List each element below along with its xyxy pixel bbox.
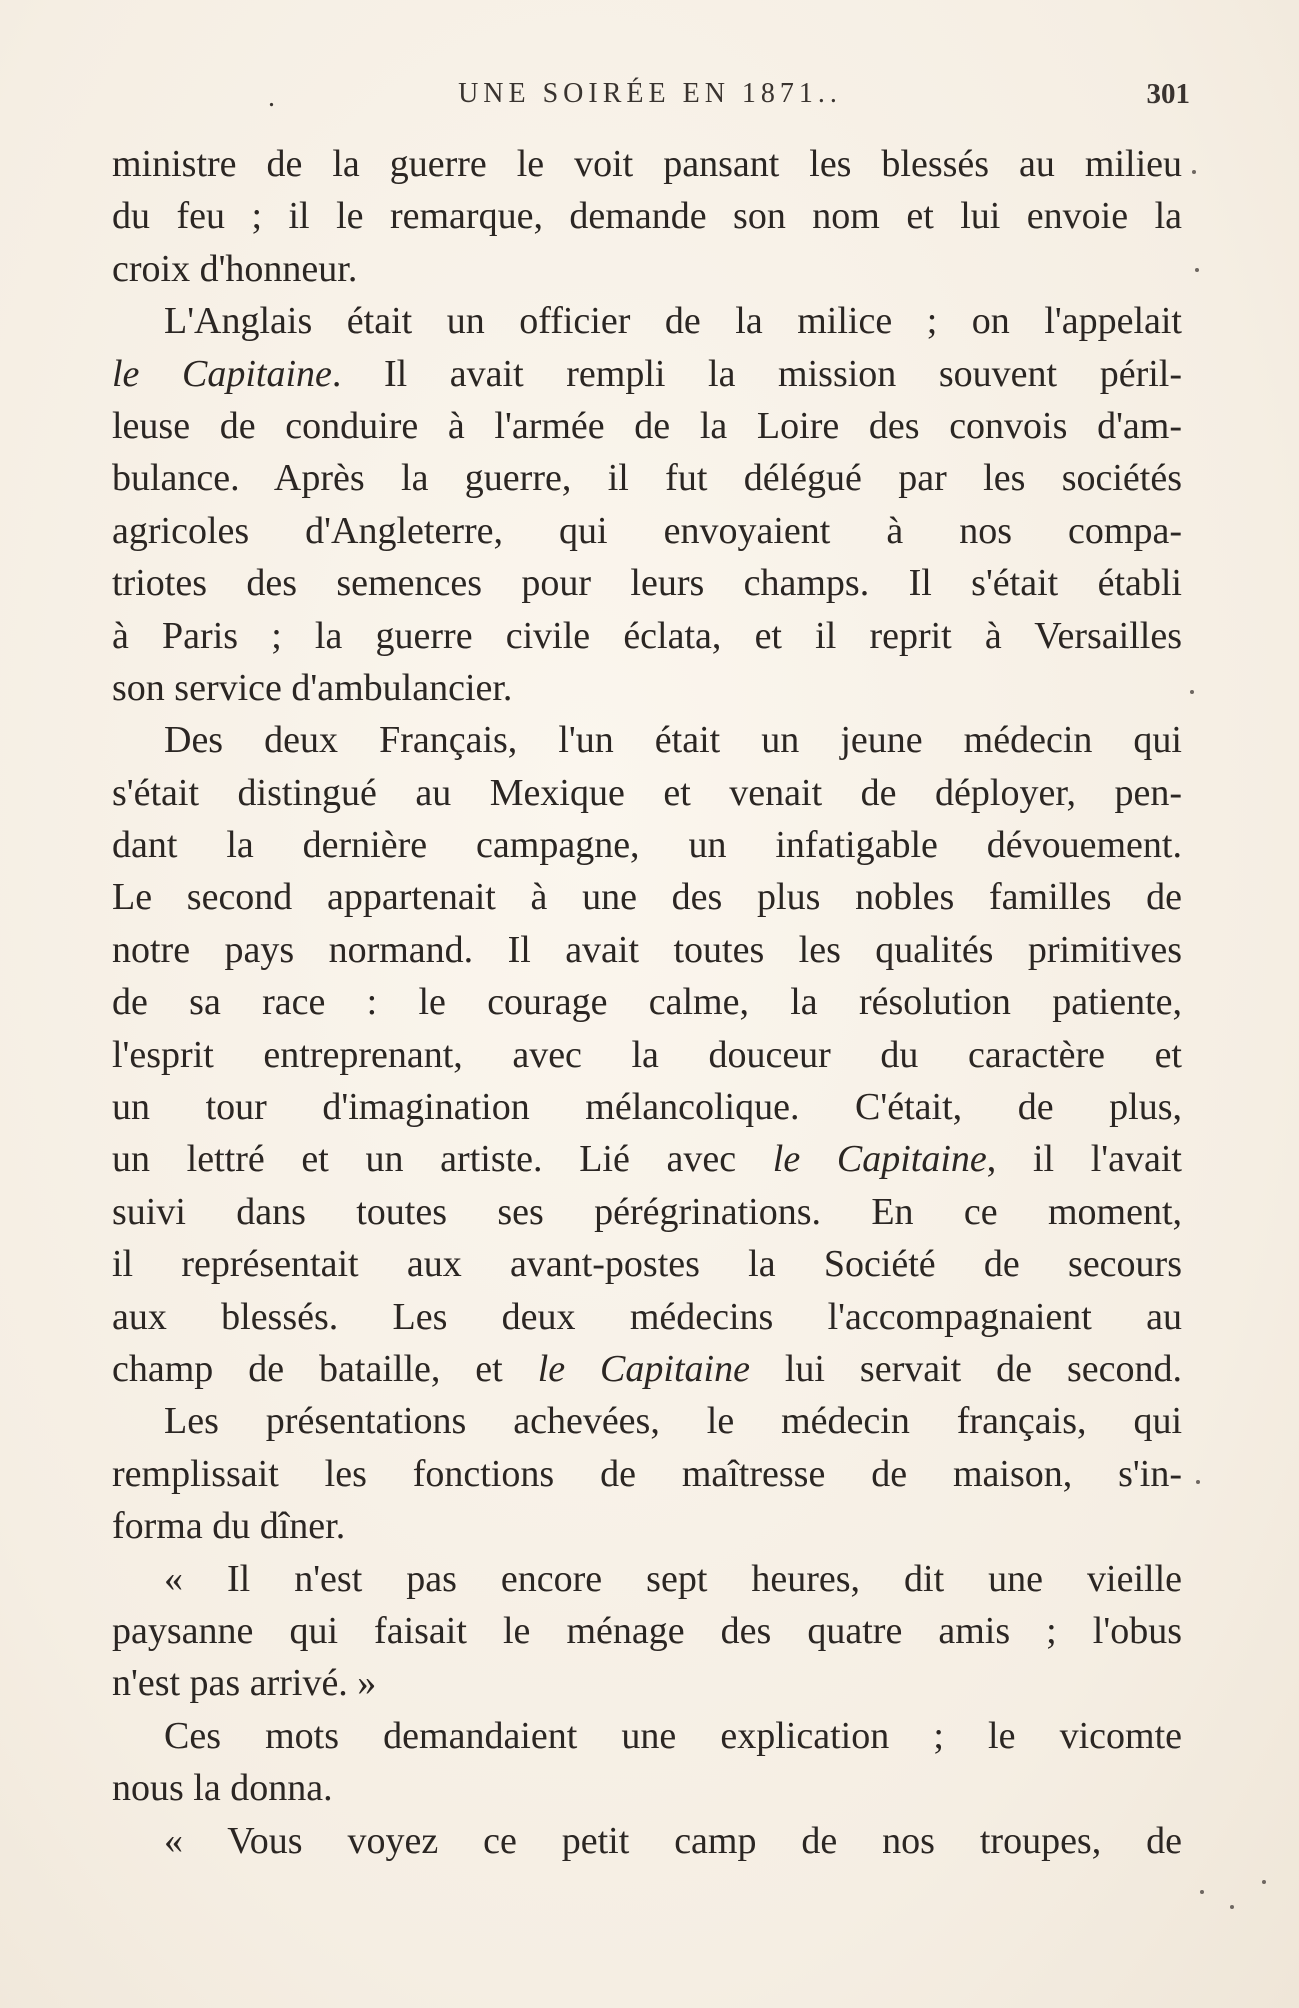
paper-speck xyxy=(1195,268,1199,272)
text-line: du feu ; il le remarque, demande son nom et lui envoie la xyxy=(112,195,1182,238)
header-dot: . xyxy=(268,82,275,113)
text-line-with-italic: champ de bataille, et le Capitaine lui servait de second. xyxy=(112,1347,1182,1390)
paper-speck xyxy=(1190,690,1194,694)
paper-speck xyxy=(1196,1480,1200,1484)
italic-phrase: le Capitaine xyxy=(772,1138,987,1181)
paragraph-start-line: L'Anglais était un officier de la milice ; on l'appelait xyxy=(164,300,1182,343)
text-line: notre pays normand. Il avait toutes les qualités primitives xyxy=(112,928,1182,971)
paragraph-start-line: Les présentations achevées, le médecin français, qui xyxy=(164,1400,1182,1443)
paragraph-start-line: « Vous voyez ce petit camp de nos troupes, de xyxy=(164,1819,1182,1862)
text-line: un tour d'imagination mélancolique. C'était, de plus, xyxy=(112,1086,1182,1129)
text-line: s'était distingué au Mexique et venait de déployer, pen- xyxy=(112,771,1182,814)
italic-phrase: le Capitaine xyxy=(537,1347,750,1390)
paper-speck xyxy=(1192,170,1196,174)
text-line: forma du dîner. xyxy=(112,1505,346,1548)
text-line: n'est pas arrivé. » xyxy=(112,1662,377,1705)
text-line: il représentait aux avant-postes la Société de secours xyxy=(112,1243,1182,1286)
text-line: aux blessés. Les deux médecins l'accompagnaient au xyxy=(112,1295,1182,1338)
text-line: de sa race : le courage calme, la résolution patiente, xyxy=(112,981,1182,1024)
text-line: croix d'honneur. xyxy=(112,247,358,290)
text-line: dant la dernière campagne, un infatigable dévouement. xyxy=(112,824,1182,867)
text-line: bulance. Après la guerre, il fut délégué par les sociétés xyxy=(112,457,1182,500)
text-line: Le second appartenait à une des plus nobles familles de xyxy=(112,876,1182,919)
running-header xyxy=(110,78,1190,118)
text-line: à Paris ; la guerre civile éclata, et il reprit à Versailles xyxy=(112,614,1182,657)
text-line: paysanne qui faisait le ménage des quatre amis ; l'obus xyxy=(112,1609,1182,1652)
italic-phrase: le Capitaine xyxy=(112,352,332,395)
text-line: son service d'ambulancier. xyxy=(112,666,513,709)
page-number: 301 xyxy=(1146,78,1190,110)
text-line-with-italic: un lettré et un artiste. Lié avec le Capitaine, il l'avait xyxy=(112,1138,1182,1181)
text-line: remplissait les fonctions de maîtresse de maison, s'in- xyxy=(112,1452,1182,1495)
text-line-with-italic: le Capitaine. Il avait rempli la mission souvent péril- xyxy=(112,352,1182,395)
paper-speck xyxy=(1200,1890,1204,1894)
paragraph-start-line: « Il n'est pas encore sept heures, dit une vieille xyxy=(164,1557,1182,1600)
paper-speck xyxy=(1230,1905,1234,1909)
running-title: UNE SOIRÉE EN 1871.. xyxy=(458,78,842,109)
text-line: nous la donna. xyxy=(112,1767,333,1810)
body-text xyxy=(112,138,1182,1867)
text-line: leuse de conduire à l'armée de la Loire des convois d'am- xyxy=(112,404,1182,447)
text-line: ministre de la guerre le voit pansant les blessés au milieu xyxy=(112,143,1182,185)
text-line: triotes des semences pour leurs champs. Il s'était établi xyxy=(112,562,1182,605)
text-line: l'esprit entreprenant, avec la douceur du caractère et xyxy=(112,1033,1182,1076)
paragraph-start-line: Ces mots demandaient une explication ; le vicomte xyxy=(164,1714,1182,1757)
text-line: suivi dans toutes ses pérégrinations. En ce moment, xyxy=(112,1190,1182,1233)
text-line: agricoles d'Angleterre, qui envoyaient à nos compa- xyxy=(112,509,1182,552)
paragraph-start-line: Des deux Français, l'un était un jeune médecin qui xyxy=(164,719,1182,762)
paper-speck xyxy=(1262,1880,1266,1884)
